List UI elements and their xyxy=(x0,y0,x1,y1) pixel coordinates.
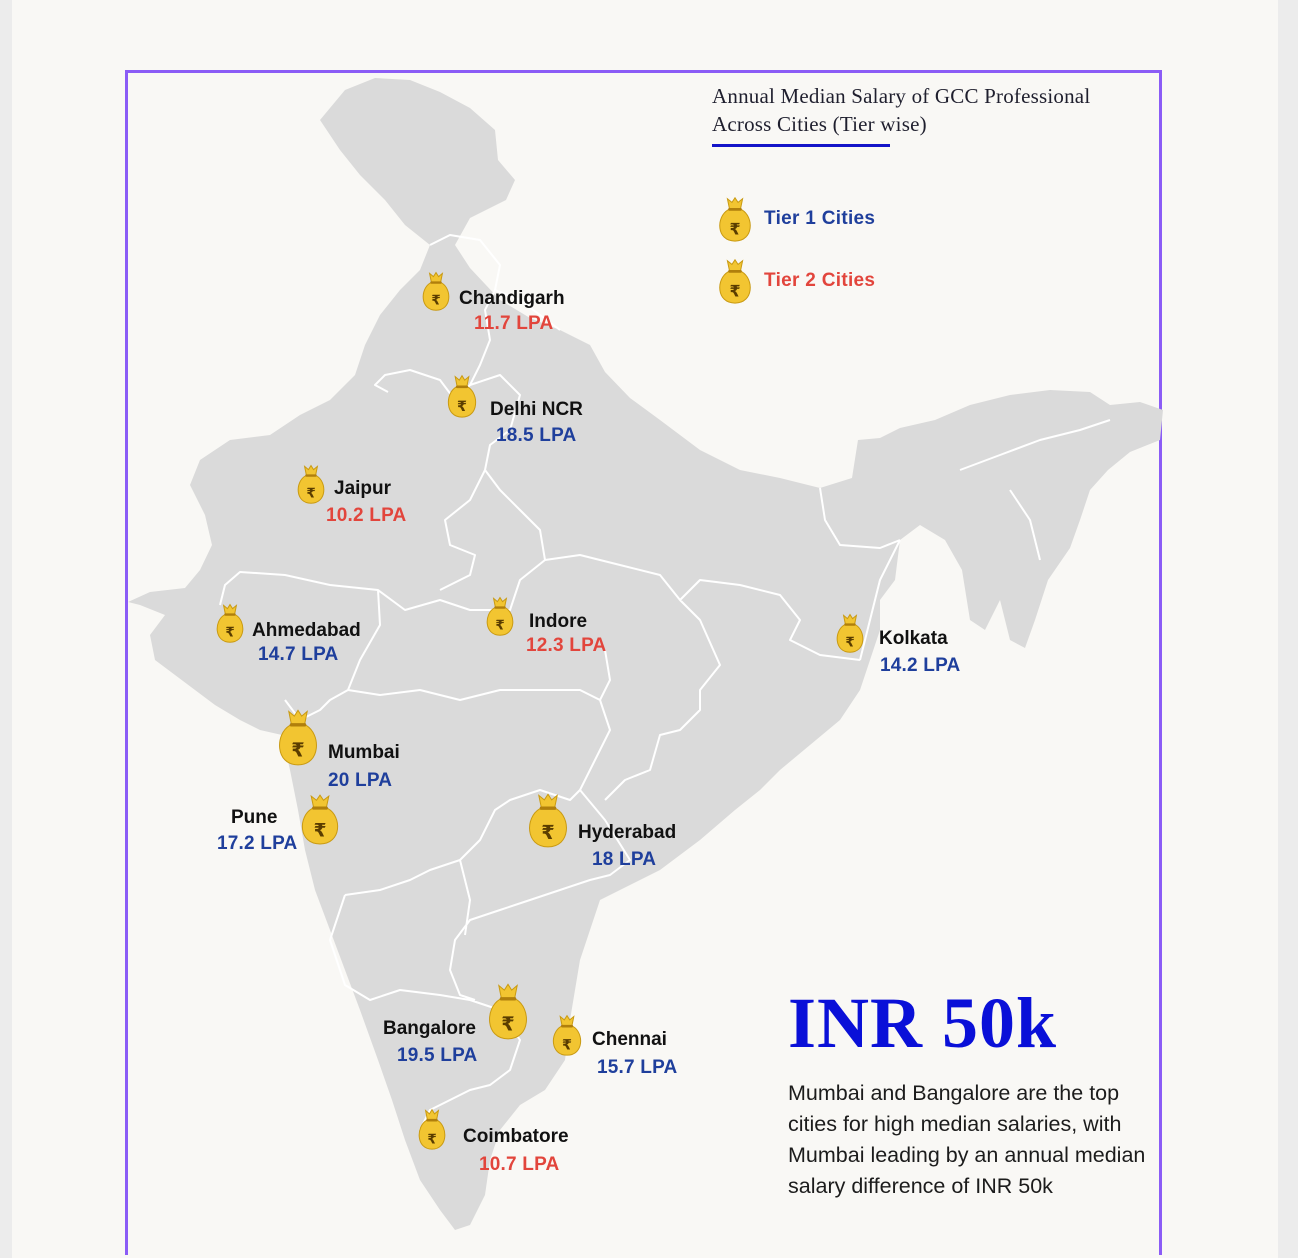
money-bag-icon xyxy=(416,1108,448,1150)
city-salary-hyderabad: 18 LPA xyxy=(592,849,657,870)
title-underline xyxy=(712,144,890,147)
money-bag-icon xyxy=(525,792,571,848)
city-name-jaipur: Jaipur xyxy=(334,478,392,499)
money-bag-tie xyxy=(494,606,506,608)
rupee-symbol: ₹ xyxy=(729,281,741,301)
rupee-symbol: ₹ xyxy=(541,821,555,845)
money-bag-icon xyxy=(550,1014,584,1056)
money-bag-icon xyxy=(485,982,531,1040)
rupee-symbol: ₹ xyxy=(291,738,305,762)
city-salary-bangalore: 19.5 LPA xyxy=(397,1045,478,1066)
rupee-symbol: ₹ xyxy=(313,820,327,842)
city-salary-pune: 17.2 LPA xyxy=(217,833,298,854)
money-bag-tie xyxy=(290,723,307,726)
city-name-pune: Pune xyxy=(231,807,278,828)
city-salary-mumbai: 20 LPA xyxy=(328,770,393,791)
city-name-kolkata: Kolkata xyxy=(879,628,948,649)
city-name-hyderabad: Hyderabad xyxy=(578,822,677,843)
money-bag-tie xyxy=(540,807,557,810)
city-salary-jaipur: 10.2 LPA xyxy=(326,505,407,526)
money-bag-tie xyxy=(312,807,328,810)
money-bag-tie xyxy=(561,1025,573,1028)
city-salary-kolkata: 14.2 LPA xyxy=(880,655,961,676)
rupee-symbol: ₹ xyxy=(306,486,316,502)
money-bag-icon xyxy=(298,793,342,845)
city-name-bangalore: Bangalore xyxy=(383,1018,476,1039)
rupee-symbol: ₹ xyxy=(427,1132,437,1148)
money-bag-icon xyxy=(295,464,327,504)
money-bag-tie xyxy=(728,270,742,273)
money-bag-tie xyxy=(844,623,856,625)
legend-label-tier2: Tier 2 Cities xyxy=(764,270,876,291)
money-bag-tie xyxy=(224,613,236,615)
money-bag-tie xyxy=(456,385,468,388)
rupee-symbol: ₹ xyxy=(495,618,505,634)
money-bag-tie xyxy=(305,474,317,476)
legend-item-tier1 xyxy=(716,196,875,242)
city-name-chennai: Chennai xyxy=(592,1029,667,1050)
money-bag-icon xyxy=(445,374,479,418)
money-bag-icon xyxy=(484,596,516,636)
rupee-symbol: ₹ xyxy=(729,219,741,239)
city-salary-chandigarh: 11.7 LPA xyxy=(474,313,554,334)
city-salary-indore: 12.3 LPA xyxy=(526,635,607,656)
city-name-coimbatore: Coimbatore xyxy=(463,1126,569,1147)
city-name-ahmedabad: Ahmedabad xyxy=(252,620,361,641)
money-bag-icon xyxy=(214,603,246,643)
money-bag-tie xyxy=(500,997,517,1000)
city-name-indore: Indore xyxy=(529,611,588,632)
rupee-symbol: ₹ xyxy=(501,1012,515,1036)
money-bag-icon xyxy=(275,708,321,766)
city-salary-coimbatore: 10.7 LPA xyxy=(479,1154,560,1175)
city-salary-ahmedabad: 14.7 LPA xyxy=(258,644,339,665)
city-name-chandigarh: Chandigarh xyxy=(459,288,565,309)
money-bag-icon xyxy=(834,613,866,653)
money-bag-tie xyxy=(430,281,442,283)
city-name-delhi-ncr: Delhi NCR xyxy=(490,399,583,420)
legend-item-tier2 xyxy=(716,258,875,304)
city-salary-chennai: 15.7 LPA xyxy=(597,1057,678,1078)
rupee-symbol: ₹ xyxy=(845,635,855,651)
money-bag-tie xyxy=(728,208,742,211)
money-bag-icon xyxy=(716,196,754,242)
money-bag-tie xyxy=(426,1119,438,1122)
highlight-description: Mumbai and Bangalore are the top cities for high median salaries, with Mumbai leading by an annual median salary difference of INR 50k xyxy=(788,1081,1146,1198)
rupee-symbol: ₹ xyxy=(431,293,441,309)
rupee-symbol: ₹ xyxy=(457,398,467,415)
highlight-stat: INR 50k xyxy=(788,983,1058,1063)
money-bag-icon xyxy=(716,258,754,304)
legend-label-tier1: Tier 1 Cities xyxy=(764,208,876,229)
rupee-symbol: ₹ xyxy=(562,1037,572,1054)
rupee-symbol: ₹ xyxy=(225,625,235,641)
money-bag-icon xyxy=(420,271,452,311)
map-title: Annual Median Salary of GCC Professional Across Cities (Tier wise) xyxy=(712,84,1091,136)
city-name-mumbai: Mumbai xyxy=(328,742,400,763)
city-salary-delhi-ncr: 18.5 LPA xyxy=(496,425,577,446)
